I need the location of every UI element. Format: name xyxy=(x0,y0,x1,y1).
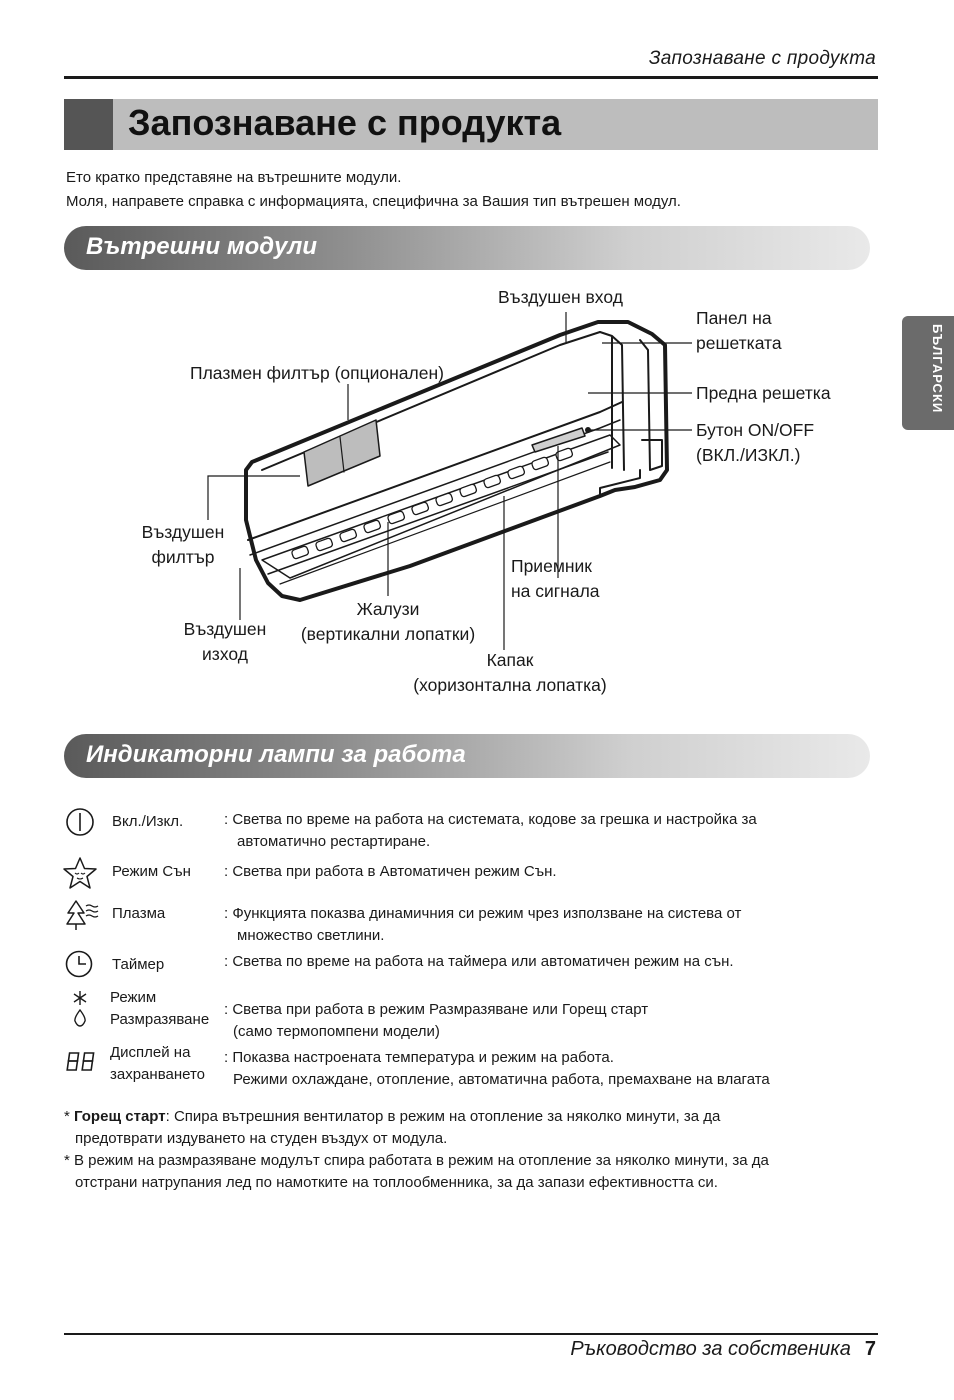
page-title: Запознаване с продукта xyxy=(128,102,562,143)
power-icon xyxy=(64,806,96,838)
indicator-desc: : Светва при работа в Автоматичен режим Сън. xyxy=(224,863,557,880)
language-tab-label: БЪЛГАРСКИ xyxy=(930,324,945,414)
louver-blade xyxy=(363,520,381,534)
louver-blade xyxy=(507,466,525,480)
plasma-icon xyxy=(64,898,100,932)
label-onoff-1: Бутон ON/OFF xyxy=(696,420,815,440)
label-plasma-filter: Плазмен филтър (опционален) xyxy=(190,363,444,383)
louver-blade xyxy=(387,511,405,525)
louver-blade xyxy=(459,484,477,498)
label-air-outlet-1: Въздушен xyxy=(183,619,267,639)
note-defrost-line2: отстрани натрупания лед по намотките на топлообменника, за да запази ефективността си. xyxy=(75,1174,718,1191)
right-end-cap xyxy=(640,340,662,470)
right-side-panel xyxy=(600,332,624,470)
louver-blade xyxy=(483,475,501,489)
note-hot-start xyxy=(64,1106,720,1128)
indicator-name: Вкл./Изкл. xyxy=(112,813,184,830)
timer-icon xyxy=(64,949,94,979)
defrost-icon xyxy=(68,988,92,1028)
indicator-desc: : Светва при работа в режим Размразяване или Горещ старт xyxy=(224,1001,649,1018)
indicator-name-cont: Размразяване xyxy=(110,1011,210,1028)
indicator-desc: : Функцията показва динамичния си режим чрез използване на систева от xyxy=(224,905,742,922)
intro-line-1: Ето кратко представяне на вътрешните модули. xyxy=(66,169,402,186)
note-bullet: * xyxy=(64,1108,70,1125)
intro-line-2: Моля, направете справка с информацията, специфична за Вашия тип вътрешен модул. xyxy=(66,193,681,210)
section-heading-text: Вътрешни модули xyxy=(86,233,317,260)
indicator-desc-cont: автоматично рестартиране. xyxy=(237,833,431,850)
louver-blade xyxy=(291,546,309,560)
label-flap-1: Капак xyxy=(486,650,534,670)
running-header: Запознаване с продукта xyxy=(648,48,876,69)
label-grille-panel-1: Панел на xyxy=(696,308,772,328)
label-air-filter-1: Въздушен xyxy=(141,522,225,542)
louver-blade xyxy=(531,457,549,471)
indicator-desc-cont: (само термопомпени модели) xyxy=(233,1023,440,1040)
louver-blade xyxy=(411,502,429,516)
page-number: 7 xyxy=(864,1338,876,1360)
label-onoff-2: (ВКЛ./ИЗКЛ.) xyxy=(696,445,801,465)
indicator-desc: : Показва настроената температура и режим на работа. xyxy=(224,1049,614,1066)
label-grille-panel-2: решетката xyxy=(696,333,782,353)
note-hot-start-line2: предотврати издуването на студен въздух от модула. xyxy=(75,1130,448,1147)
onoff-button-dot xyxy=(586,428,591,433)
section-heading-indicator-lamps xyxy=(64,734,870,778)
label-louvers-2: (вертикални лопатки) xyxy=(300,624,476,644)
label-receiver-1: Приемник xyxy=(511,556,592,576)
indicator-name: Таймер xyxy=(112,956,165,973)
note-hot-start-text: : Спира вътрешния вентилатор в режим на отопление за няколко минути, за да xyxy=(165,1108,721,1125)
indicator-desc-cont: Режими охлаждане, отопление, автоматична работа, премахване на влагата xyxy=(233,1071,770,1088)
label-air-inlet: Въздушен вход xyxy=(498,287,623,307)
indicator-name: Плазма xyxy=(112,905,166,922)
footer xyxy=(570,1338,876,1361)
note-defrost-line1: * В режим на размразяване модулът спира работата в режим на отопление за няколко минути, за да xyxy=(64,1152,769,1169)
indicator-desc: : Светва по време на работа на таймера или автоматичен режим на сън. xyxy=(224,953,734,970)
indicator-name: Режим Сън xyxy=(112,863,191,880)
label-louvers-1: Жалузи xyxy=(356,599,420,619)
indicator-desc-cont: множество светлини. xyxy=(237,927,385,944)
bottom-rule xyxy=(64,1333,878,1335)
label-air-filter-2: филтър xyxy=(151,547,215,567)
label-air-outlet-2: изход xyxy=(202,644,248,664)
section-heading-text: Индикаторни лампи за работа xyxy=(86,741,466,768)
indicator-name: Режим xyxy=(110,989,157,1006)
indicator-name: Дисплей на xyxy=(110,1044,191,1061)
digit-display-icon xyxy=(64,1050,98,1074)
leader-air-filter xyxy=(208,476,300,520)
label-front-grille: Предна решетка xyxy=(696,383,831,403)
louver-blade xyxy=(435,493,453,507)
indicator-desc: : Светва по време на работа на системата, кодове за грешка и настройка за xyxy=(224,811,757,828)
note-hot-start-term: Горещ старт xyxy=(74,1108,166,1125)
label-receiver-2: на сигнала xyxy=(511,581,600,601)
indicator-name-cont: захранването xyxy=(110,1066,206,1083)
label-flap-2: (хоризонтална лопатка) xyxy=(413,675,607,695)
footer-text: Ръководство за собственика xyxy=(570,1338,851,1360)
sleep-star-icon xyxy=(62,856,98,890)
